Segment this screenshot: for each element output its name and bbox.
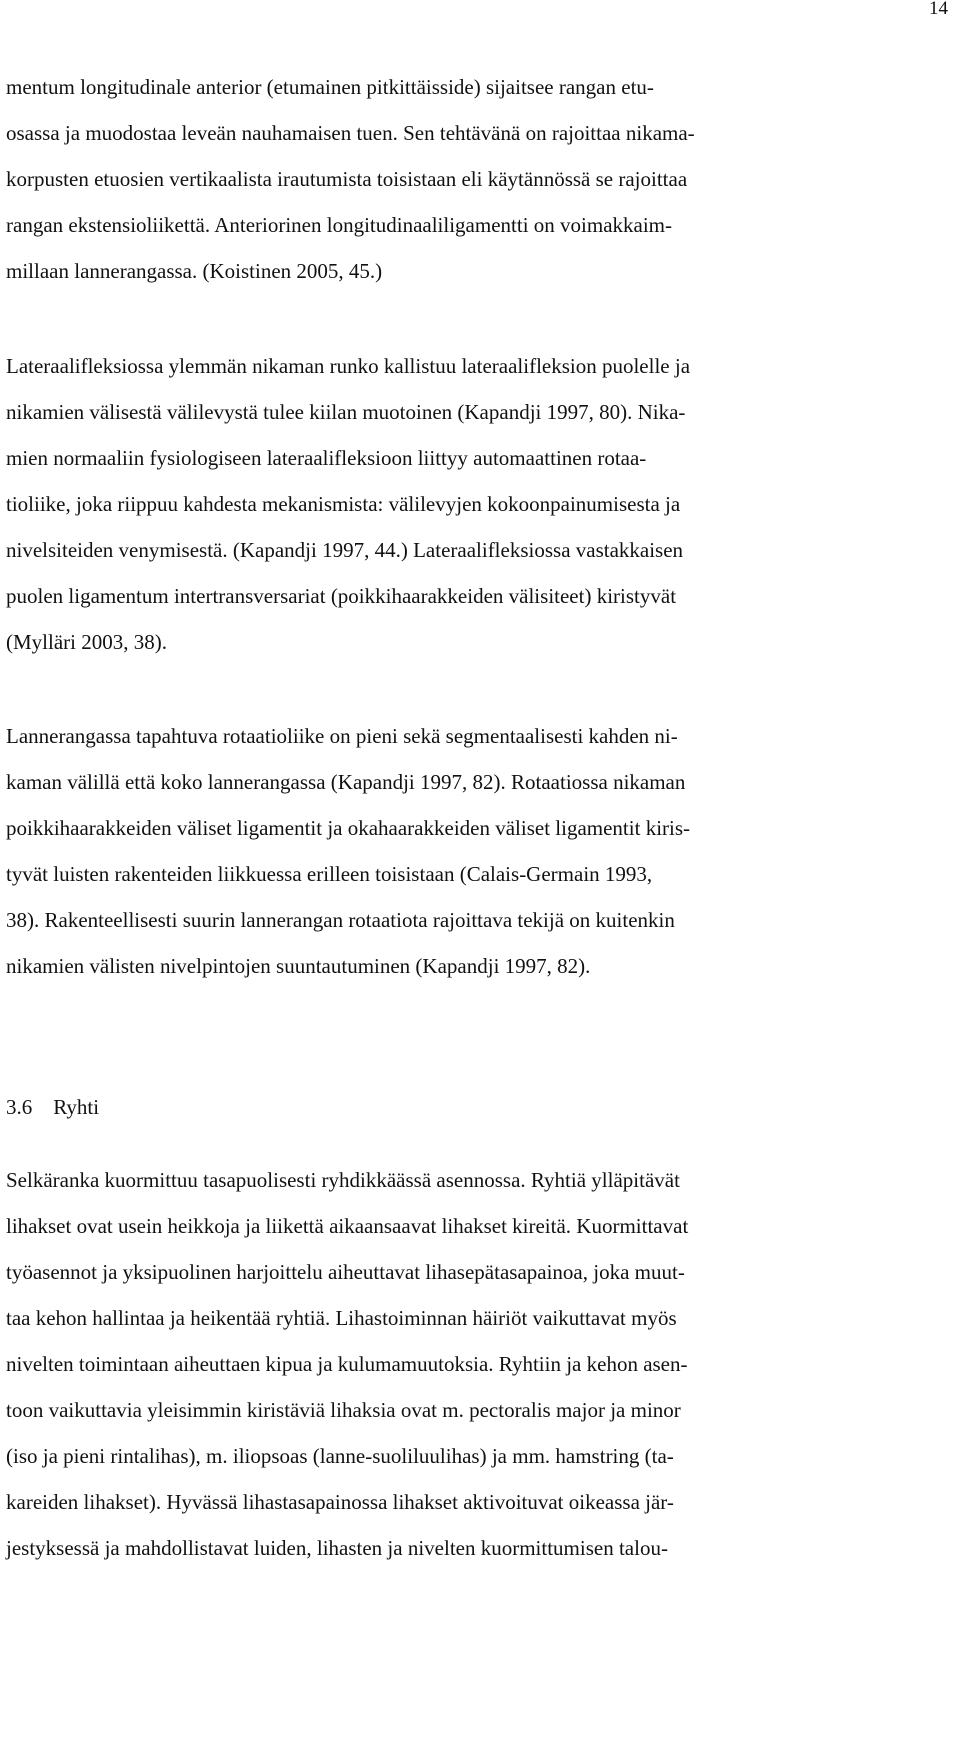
text-line: Lannerangassa tapahtuva rotaatioliike on pieni sekä segmentaalisesti kahden ni- — [6, 724, 678, 748]
text-line: kareiden lihakset). Hyvässä lihastasapainossa lihakset aktivoituvat oikeassa jär- — [6, 1490, 674, 1514]
text-line: (Mylläri 2003, 38). — [6, 630, 167, 654]
text-line: 38). Rakenteellisesti suurin lannerangan rotaatiota rajoittava tekijä on kuitenkin — [6, 908, 675, 932]
text-line: taa kehon hallintaa ja heikentää ryhtiä. Lihastoiminnan häiriöt vaikuttavat myös — [6, 1306, 677, 1330]
text-line: osassa ja muodostaa leveän nauhamaisen tuen. Sen tehtävänä on rajoittaa nikama- — [6, 121, 695, 145]
text-line: tyvät luisten rakenteiden liikkuessa erilleen toisistaan (Calais-Germain 1993, — [6, 862, 653, 886]
page-number: 14 — [929, 0, 948, 19]
text-line: toon vaikuttavia yleisimmin kiristäviä lihaksia ovat m. pectoralis major ja minor — [6, 1398, 681, 1422]
text-line: rangan ekstensioliikettä. Anteriorinen longitudinaaliligamentti on voimakkaim- — [6, 213, 673, 237]
text-line: millaan lannerangassa. (Koistinen 2005, 45.) — [6, 259, 383, 283]
text-line: poikkihaarakkeiden väliset ligamentit ja okahaarakkeiden väliset ligamentit kiris- — [6, 816, 691, 840]
text-line: Lateraalifleksiossa ylemmän nikaman runko kallistuu lateraalifleksion puolelle ja — [6, 354, 691, 378]
text-line: nikamien välisestä välilevystä tulee kiilan muotoinen (Kapandji 1997, 80). Nika- — [6, 400, 686, 424]
text-line: työasennot ja yksipuolinen harjoittelu aiheuttavat lihasepätasapainoa, joka muut- — [6, 1260, 685, 1284]
text-line: mentum longitudinale anterior (etumainen pitkittäisside) sijaitsee rangan etu- — [6, 75, 654, 99]
text-line: tioliike, joka riippuu kahdesta mekanismista: välilevyjen kokoonpainumisesta ja — [6, 492, 681, 516]
section-heading: 3.6 Ryhti — [6, 1095, 100, 1119]
text-line: nivelten toimintaan aiheuttaen kipua ja kulumamuutoksia. Ryhtiin ja kehon asen- — [6, 1352, 688, 1376]
text-line: kaman välillä että koko lannerangassa (Kapandji 1997, 82). Rotaatiossa nikaman — [6, 770, 686, 794]
text-line: nivelsiteiden venymisestä. (Kapandji 1997, 44.) Lateraalifleksiossa vastakkaisen — [6, 538, 684, 562]
text-line: korpusten etuosien vertikaalista irautumista toisistaan eli käytännössä se rajoittaa — [6, 167, 688, 191]
text-line: jestyksessä ja mahdollistavat luiden, lihasten ja nivelten kuormittumisen talou- — [6, 1536, 668, 1560]
text-line: mien normaaliin fysiologiseen lateraalifleksioon liittyy automaattinen rotaa- — [6, 446, 647, 470]
text-line: lihakset ovat usein heikkoja ja liikettä aikaansaavat lihakset kireitä. Kuormittavat — [6, 1214, 689, 1238]
text-line: puolen ligamentum intertransversariat (poikkihaarakkeiden välisiteet) kiristyvät — [6, 584, 677, 608]
text-line: (iso ja pieni rintalihas), m. iliopsoas (lanne-suoliluulihas) ja mm. hamstring (ta- — [6, 1444, 674, 1468]
text-line: Selkäranka kuormittuu tasapuolisesti ryhdikkäässä asennossa. Ryhtiä ylläpitävät — [6, 1168, 680, 1192]
text-line: nikamien välisten nivelpintojen suuntautuminen (Kapandji 1997, 82). — [6, 954, 591, 978]
